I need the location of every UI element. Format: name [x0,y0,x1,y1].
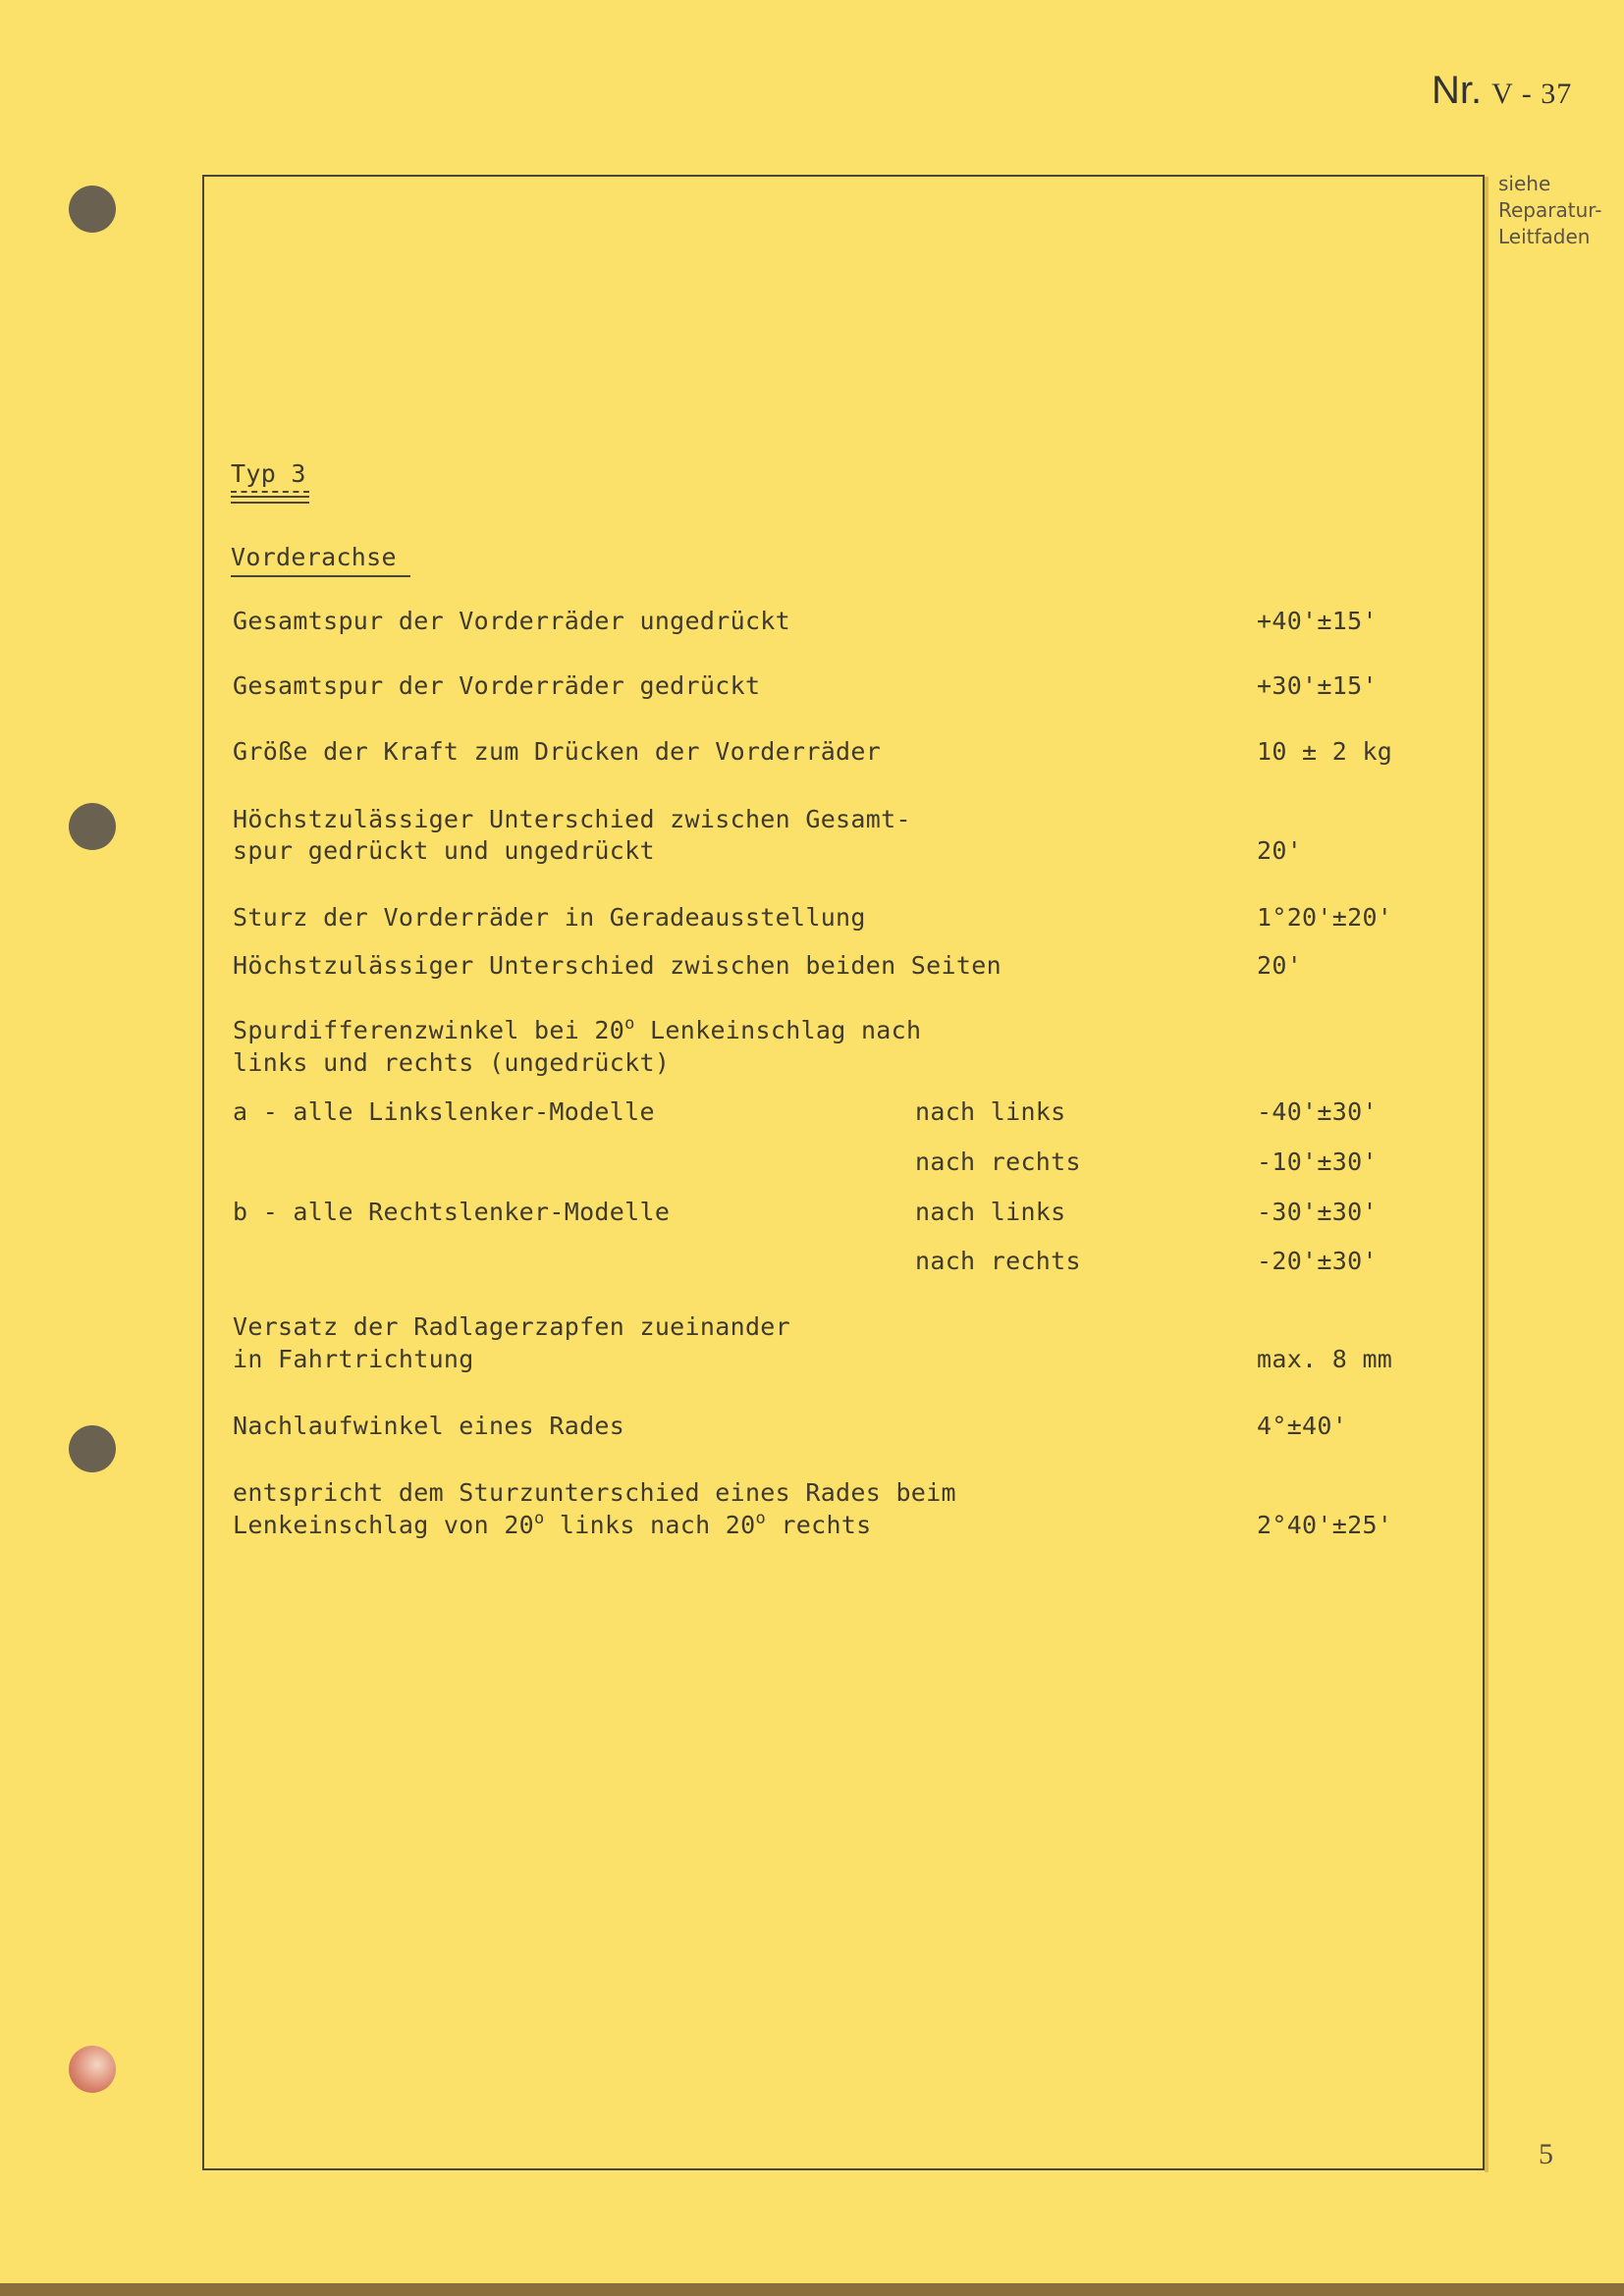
spec-label-part: links nach 20 [544,1511,756,1539]
spec-value: +40'±15' [1257,607,1378,635]
side-note-line: siehe [1498,172,1551,195]
section-title-underline [231,575,410,577]
spec-label: a - alle Linkslenker-Modelle [233,1097,655,1126]
type-title-double-underline [231,496,309,504]
spec-value: -40'±30' [1257,1097,1378,1126]
punch-hole [69,803,116,850]
spec-label: Nachlaufwinkel eines Rades [233,1412,625,1440]
direction-label: nach links [915,1097,1066,1126]
page-number: 5 [1539,2138,1553,2170]
degree-mark: o [755,1509,767,1528]
page-bottom-edge [0,2283,1624,2296]
spec-value: 1°20'±20' [1257,903,1393,932]
spec-label: Versatz der Radlagerzapfen zueinander [233,1312,790,1341]
section-title: Vorderachse [231,543,397,571]
spec-label: entspricht dem Sturzunterschied eines Rades beim [233,1478,956,1507]
document-number-value: V - 37 [1491,78,1573,110]
direction-label: nach links [915,1198,1066,1226]
spec-value: max. 8 mm [1257,1345,1393,1373]
spec-label: Gesamtspur der Vorderräder gedrückt [233,671,761,700]
spec-value: 2°40'±25' [1257,1511,1393,1539]
spec-label-continued: links und rechts (ungedrückt) [233,1048,671,1077]
side-note [1498,171,1624,250]
punch-hole [69,186,116,233]
type-title-underline [231,491,309,495]
side-note-line: Reparatur- [1498,198,1602,222]
spec-label-part: Spurdifferenzwinkel bei 20 [233,1016,625,1044]
spec-value: -20'±30' [1257,1247,1378,1275]
side-note-line: Leitfaden [1498,225,1591,248]
spec-label-continued: in Fahrtrichtung [233,1345,474,1373]
spec-value: 4°±40' [1257,1412,1348,1440]
spec-label: b - alle Rechtslenker-Modelle [233,1198,671,1226]
document-number [1432,69,1572,113]
direction-label: nach rechts [915,1247,1081,1275]
direction-label: nach rechts [915,1148,1081,1176]
spec-label [233,1016,921,1044]
document-number-prefix: Nr. [1432,69,1483,112]
type-title: Typ 3 [231,459,306,488]
spec-label: Größe der Kraft zum Drücken der Vorderräder [233,737,882,766]
punch-hole [69,2046,116,2093]
degree-mark: o [534,1509,545,1528]
spec-label-continued: spur gedrückt und ungedrückt [233,836,655,865]
spec-label: Höchstzulässiger Unterschied zwischen Gesamt- [233,805,911,833]
spec-label: Sturz der Vorderräder in Geradeausstellung [233,903,866,932]
spec-value: -30'±30' [1257,1198,1378,1226]
punch-hole [69,1425,116,1472]
spec-label: Höchstzulässiger Unterschied zwischen beiden Seiten [233,951,1001,980]
spec-label-part: rechts [766,1511,872,1539]
spec-value: +30'±15' [1257,671,1378,700]
spec-value: -10'±30' [1257,1148,1378,1176]
degree-mark: o [624,1014,635,1034]
spec-value: 20' [1257,951,1303,980]
spec-label: Gesamtspur der Vorderräder ungedrückt [233,607,790,635]
spec-value: 10 ± 2 kg [1257,737,1393,766]
spec-value: 20' [1257,836,1303,865]
spec-label-continued [233,1511,872,1539]
frame-shadow [1485,177,1489,2172]
spec-label-part: Lenkeinschlag nach [634,1016,922,1044]
spec-label-part: Lenkeinschlag von 20 [233,1511,535,1539]
